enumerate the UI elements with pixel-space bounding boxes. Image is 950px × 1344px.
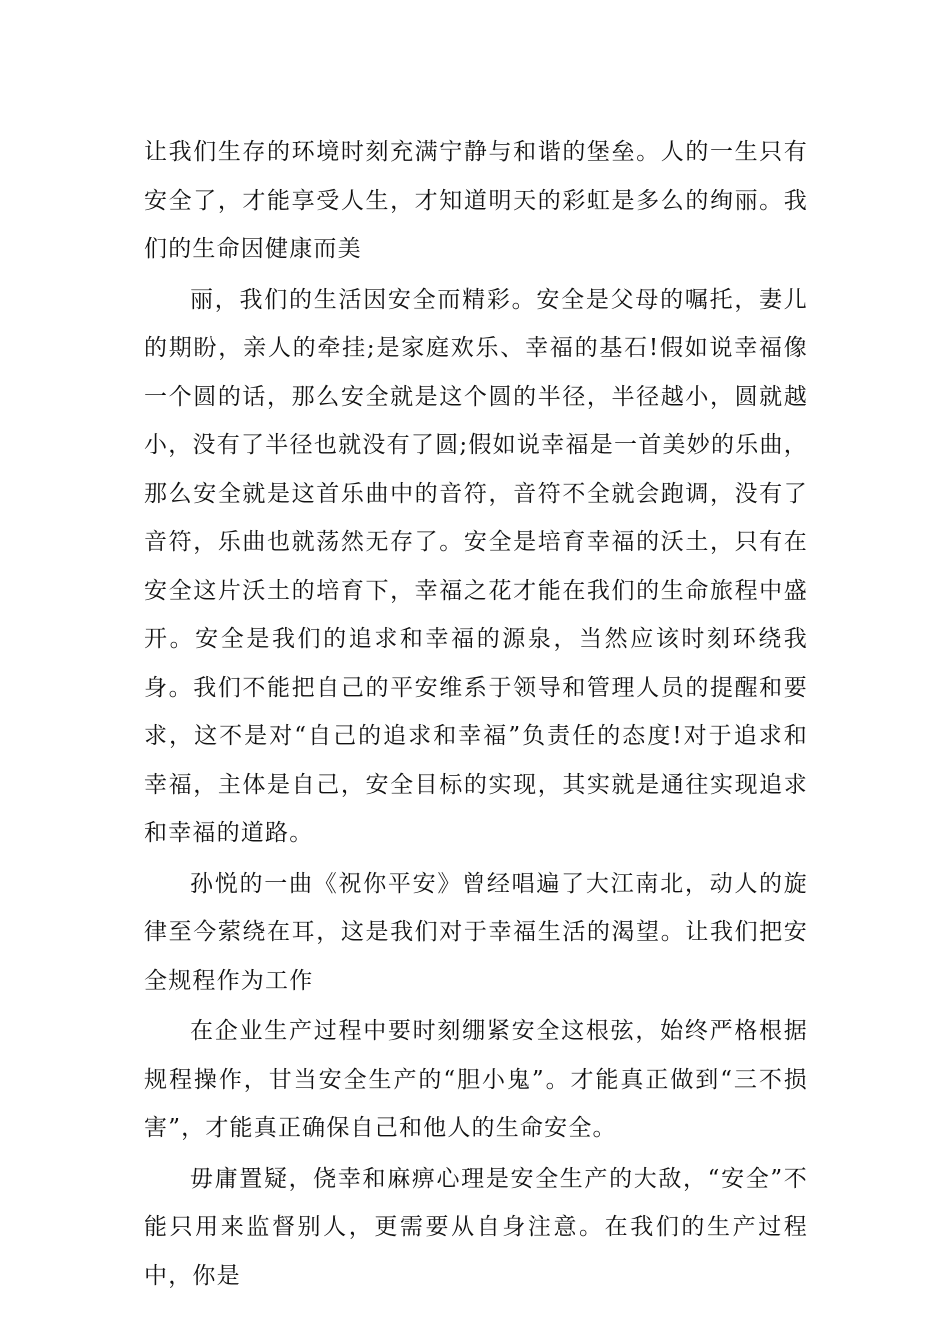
paragraph-5: 毋庸置疑，侥幸和麻痹心理是安全生产的大敌，“安全”不能只用来监督别人，更需要从自身注意。在我们的生产过程中，你是: [144, 1165, 808, 1289]
document-body: [144, 128, 808, 1300]
paragraph-4: 在企业生产过程中要时刻绷紧安全这根弦，始终严格根据规程操作，甘当安全生产的“胆小鬼”。才能真正做到“三不损害”，才能真正确保自己和他人的生命安全。: [144, 1018, 808, 1141]
paragraph-2: 丽，我们的生活因安全而精彩。安全是父母的嘱托，妻儿的期盼，亲人的牵挂;是家庭欢乐、幸福的基石!假如说幸福像一个圆的话，那么安全就是这个圆的半径，半径越小，圆就越小，没有了半径也就没有了圆;假如说幸福是一首美妙的乐曲，那么安全就是这首乐曲中的音符，音符不全就会跑调，没有了音符，乐曲也就荡然无存了。安全是培育幸福的沃土，只有在安全这片沃土的培育下，幸福之花才能在我们的生命旅程中盛开。安全是我们的追求和幸福的源泉，当然应该时刻环绕我身。我们不能把自己的平安维系于领导和管理人员的提醒和要求，这不是对“自己的追求和幸福”负责任的态度!对于追求和幸福，主体是自己，安全目标的实现，其实就是通往实现追求和幸福的道路。: [144, 286, 808, 846]
paragraph-1: 让我们生存的环境时刻充满宁静与和谐的堡垒。人的一生只有安全了，才能享受人生，才知道明天的彩虹是多么的绚丽。我们的生命因健康而美: [144, 139, 808, 262]
paragraph-3: 孙悦的一曲《祝你平安》曾经唱遍了大江南北，动人的旋律至今萦绕在耳，这是我们对于幸福生活的渴望。让我们把安全规程作为工作: [144, 870, 808, 994]
